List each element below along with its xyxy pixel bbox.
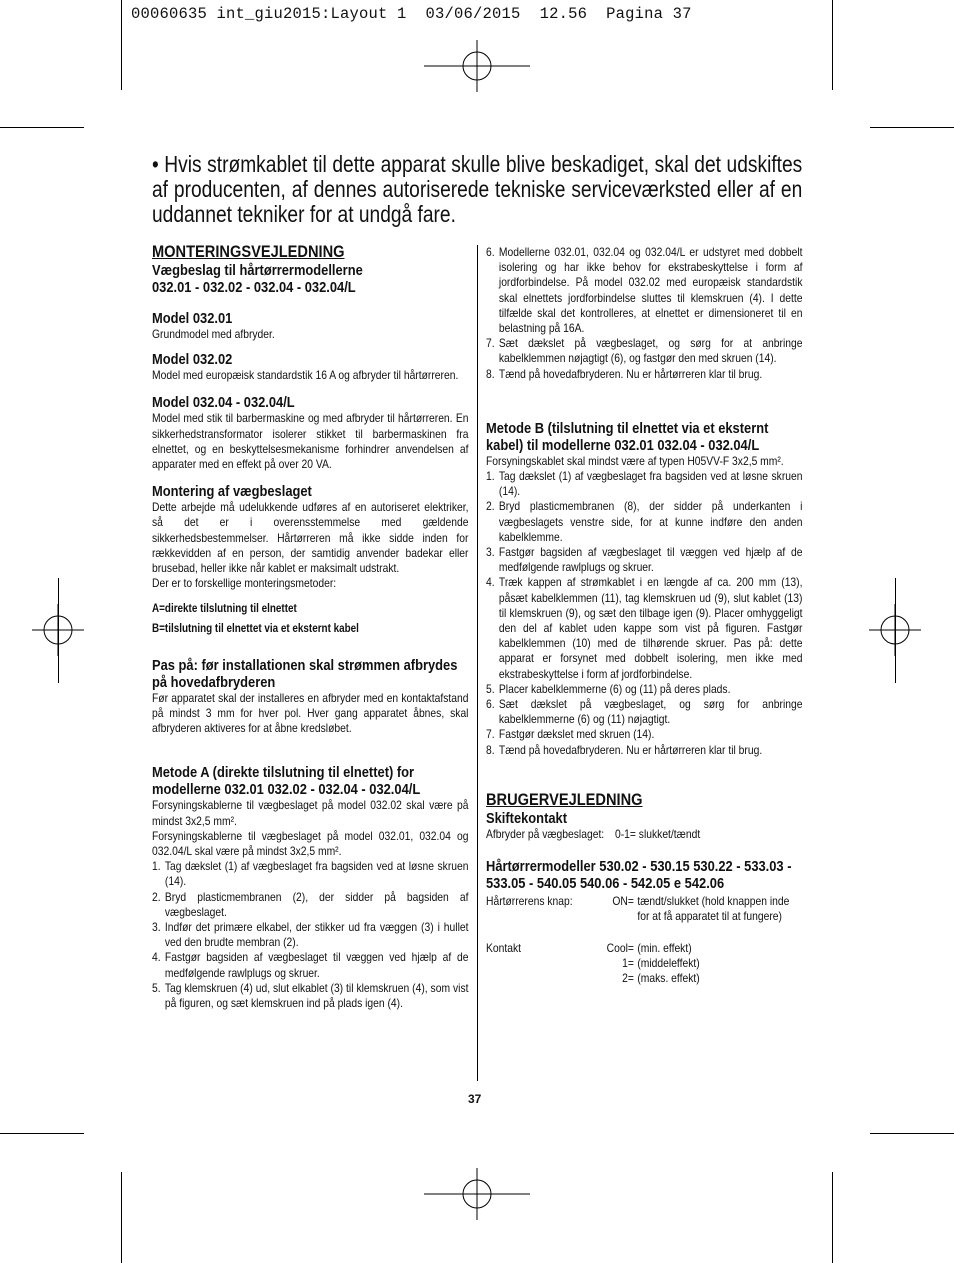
contact-row: Kontakt Cool= (min. effekt) bbox=[486, 940, 692, 955]
list-item: 7. Fastgør dækslet med skruen (14). bbox=[486, 727, 655, 742]
method-a-text: Forsyningskablerne til vægbeslaget på model 032.01, 032.04 og 032.04/L skal være på mindst 3x2,5 mm². bbox=[152, 828, 469, 859]
warning-title: Pas på: før installationen skal strømmen afbrydes på hovedafbryderen bbox=[152, 656, 458, 691]
page-number: 37 bbox=[468, 1092, 482, 1106]
model-title: Model 032.04 - 032.04/L bbox=[152, 394, 295, 412]
crop-mark bbox=[832, 1172, 833, 1263]
method-a-line: A=direkte tilslutning til elnettet bbox=[152, 603, 297, 616]
registration-mark-icon bbox=[424, 1168, 530, 1220]
list-item: 5. Placer kabelklemmerne (6) og (11) på deres plads. bbox=[486, 681, 731, 696]
crop-mark bbox=[0, 1133, 84, 1134]
list-item: 2. Bryd plasticmembranen (8), der sidder på underkanten i vægbeslagets venstre side, for at kunne indføre den anden kabelklemme. bbox=[486, 499, 803, 544]
registration-mark-icon bbox=[424, 40, 530, 92]
registration-mark-icon bbox=[32, 604, 84, 656]
registration-mark-icon bbox=[869, 604, 921, 656]
list-item: 5. Tag klemskruen (4) ud, slut elkablet (3) til klemskruen (4), som vist på figuren, og sæt klemskruen ind på plads igen (4). bbox=[152, 980, 469, 1011]
method-a-title: Metode A (direkte tilslutning til elnettet) for modellerne 032.01 032.02 - 032.04 - 032.04/L bbox=[152, 764, 421, 799]
contact-row: 1= (middeleffekt) bbox=[622, 955, 700, 970]
column-divider bbox=[477, 245, 478, 1081]
method-b-title: Metode B (tilslutning til elnettet via et eksternt kabel) til modellerne 032.01 032.04 - 032.04/L bbox=[486, 419, 769, 454]
list-item: 2. Bryd plasticmembranen (2), der sidder på bagsiden af vægbeslaget. bbox=[152, 889, 469, 919]
list-item: 6. Sæt dækslet på vægbeslaget, og sørg for anbringe kabelklemmerne (6) og (11) nøjagtigt. bbox=[486, 697, 803, 727]
list-item: 7. Sæt dækslet på vægbeslaget, og sørg for at anbringe kabelklemmen nøjagtigt (6), og fastgør den med skruen (14). bbox=[486, 336, 803, 366]
list-item: 4. Træk kappen af strømkablet i en længde af ca. 200 mm (13), påsæt kabelklemmen (11), tag klemskruen ud (9), slut kablet (13) til klemskruen (9), og sæt den tilbage igen (9). Placer omhyggeligt den del af kablet uden kappe som vist på figuren. Fastgør kabelklemmen (10) med de tilhørende skruer. Pas på: dette apparat er forsynet med dobbelt isolering, men ikke med ekstrabeskyttelse i form af jordforbindelse. bbox=[486, 575, 803, 681]
subtitle: 032.01 - 032.02 - 032.04 - 032.04/L bbox=[152, 279, 356, 296]
model-text: Model med stik til barbermaskine og med afbryder til hårtørreren. En sikkerhedstransformator isolerer stikket til barbermaskinen fra elnettet, og en beskyttelsesmekanisme forhindrer anvendelsen af apparater med en effekt på over 20 VA. bbox=[152, 411, 469, 472]
method-b-line: B=tilslutning til elnettet via et eksternt kabel bbox=[152, 622, 359, 635]
crop-mark bbox=[832, 0, 833, 90]
list-item: 1. Tag dækslet (1) af vægbeslaget fra bagsiden ved at løsne skruen (14). bbox=[152, 859, 469, 889]
print-slug: 00060635 int_giu2015:Layout 1 03/06/2015 12.56 Pagina 37 bbox=[131, 5, 692, 23]
crop-mark bbox=[121, 1172, 122, 1263]
list-item: 8. Tænd på hovedafbryderen. Nu er hårtørreren klar til brug. bbox=[486, 366, 763, 381]
section-title: BRUGERVEJLEDNING bbox=[486, 789, 643, 809]
model-title: Model 032.01 bbox=[152, 310, 233, 327]
method-a-text: Forsyningskablerne til vægbeslaget på model 032.02 skal være på mindst 3x2,5 mm². bbox=[152, 798, 469, 828]
mount-title: Montering af vægbeslaget bbox=[152, 483, 312, 501]
mount-text: Der er to forskellige monteringsmetoder: bbox=[152, 576, 337, 591]
contact-row: 2= (maks. effekt) bbox=[622, 970, 700, 985]
subtitle: Vægbeslag til hårtørrermodellerne bbox=[152, 262, 363, 279]
list-item: 6. Modellerne 032.01, 032.04 og 032.04/L er udstyret med dobbelt isolering og har ikke behov for ekstrabeskyttelse i form af jordforbindelse. På model 032.02 med europæisk standardstik skal elnettets jordforbindelse sluttes til klemskruen (4). I dette tilfælde skal det kontrolleres, at elnettet er dimensioneret til en belastning på 16A. bbox=[486, 245, 803, 336]
section-title: MONTERINGSVEJLEDNING bbox=[152, 242, 345, 261]
list-item: 8. Tænd på hovedafbryderen. Nu er hårtørreren klar til brug. bbox=[486, 742, 763, 757]
intro-warning: • Hvis strømkablet til dette apparat skulle blive beskadiget, skal det udskiftes af producenten, af dennes autoriserede tekniske serviceværksted eller af en uddannet tekniker for at undgå fare. bbox=[152, 151, 803, 227]
models-title: Hårtørrermodeller 530.02 - 530.15 530.22 - 533.03 - 533.05 - 540.05 540.06 - 542.05 e 542.06 bbox=[486, 858, 792, 893]
mount-text: Dette arbejde må udelukkende udføres af en autoriseret elektriker, så det er i overensstemmelse med gældende sikkerhedsbestemmelser. Hårtørreren må ikke sidde inden for rækkevidden af en person, der samtidig anvender badekar eller brusebad, heller ikke når kablet er maksimalt udstrakt. bbox=[152, 500, 469, 576]
list-item: 4. Fastgør bagsiden af vægbeslaget til væggen ved hjælp af de medfølgende rawlplugs og skruer. bbox=[152, 950, 469, 980]
model-text: Model med europæisk standardstik 16 A og afbryder til hårtørreren. bbox=[152, 368, 459, 383]
list-item: 1. Tag dækslet (1) af vægbeslaget fra bagsiden ved at løsne skruen (14). bbox=[486, 469, 803, 499]
crop-mark bbox=[121, 0, 122, 90]
left-column bbox=[152, 242, 468, 1011]
list-item: 3. Indfør det primære elkabel, der stikker ud fra væggen (3) i hullet ved den brudte membran (2). bbox=[152, 920, 469, 950]
switch-title: Skiftekontakt bbox=[486, 809, 568, 827]
switch-row: Afbryder på vægbeslaget: 0-1= slukket/tændt bbox=[486, 826, 701, 841]
knob-row: Hårtørrerens knap: ON= tændt/slukket (hold knappen inde for at få apparatet til at fungere) bbox=[486, 894, 790, 924]
list-item: 3. Fastgør bagsiden af vægbeslaget til væggen ved hjælp af de medfølgende rawlplugs og skruer. bbox=[486, 545, 803, 575]
model-title: Model 032.02 bbox=[152, 351, 233, 369]
model-text: Grundmodel med afbryder. bbox=[152, 327, 275, 341]
crop-mark bbox=[870, 127, 954, 128]
crop-mark bbox=[0, 127, 84, 128]
right-column bbox=[486, 245, 802, 986]
crop-mark bbox=[870, 1133, 954, 1134]
warning-text: Før apparatet skal der installeres en afbryder med en kontaktafstand på mindst 3 mm for hver pol. Hver gang apparatet åbnes, skal afbryderen aktiveres for at åbne kredsløbet. bbox=[152, 690, 469, 736]
method-b-text: Forsyningskablet skal mindst være af typen H05VV-F 3x2,5 mm². bbox=[486, 453, 784, 468]
